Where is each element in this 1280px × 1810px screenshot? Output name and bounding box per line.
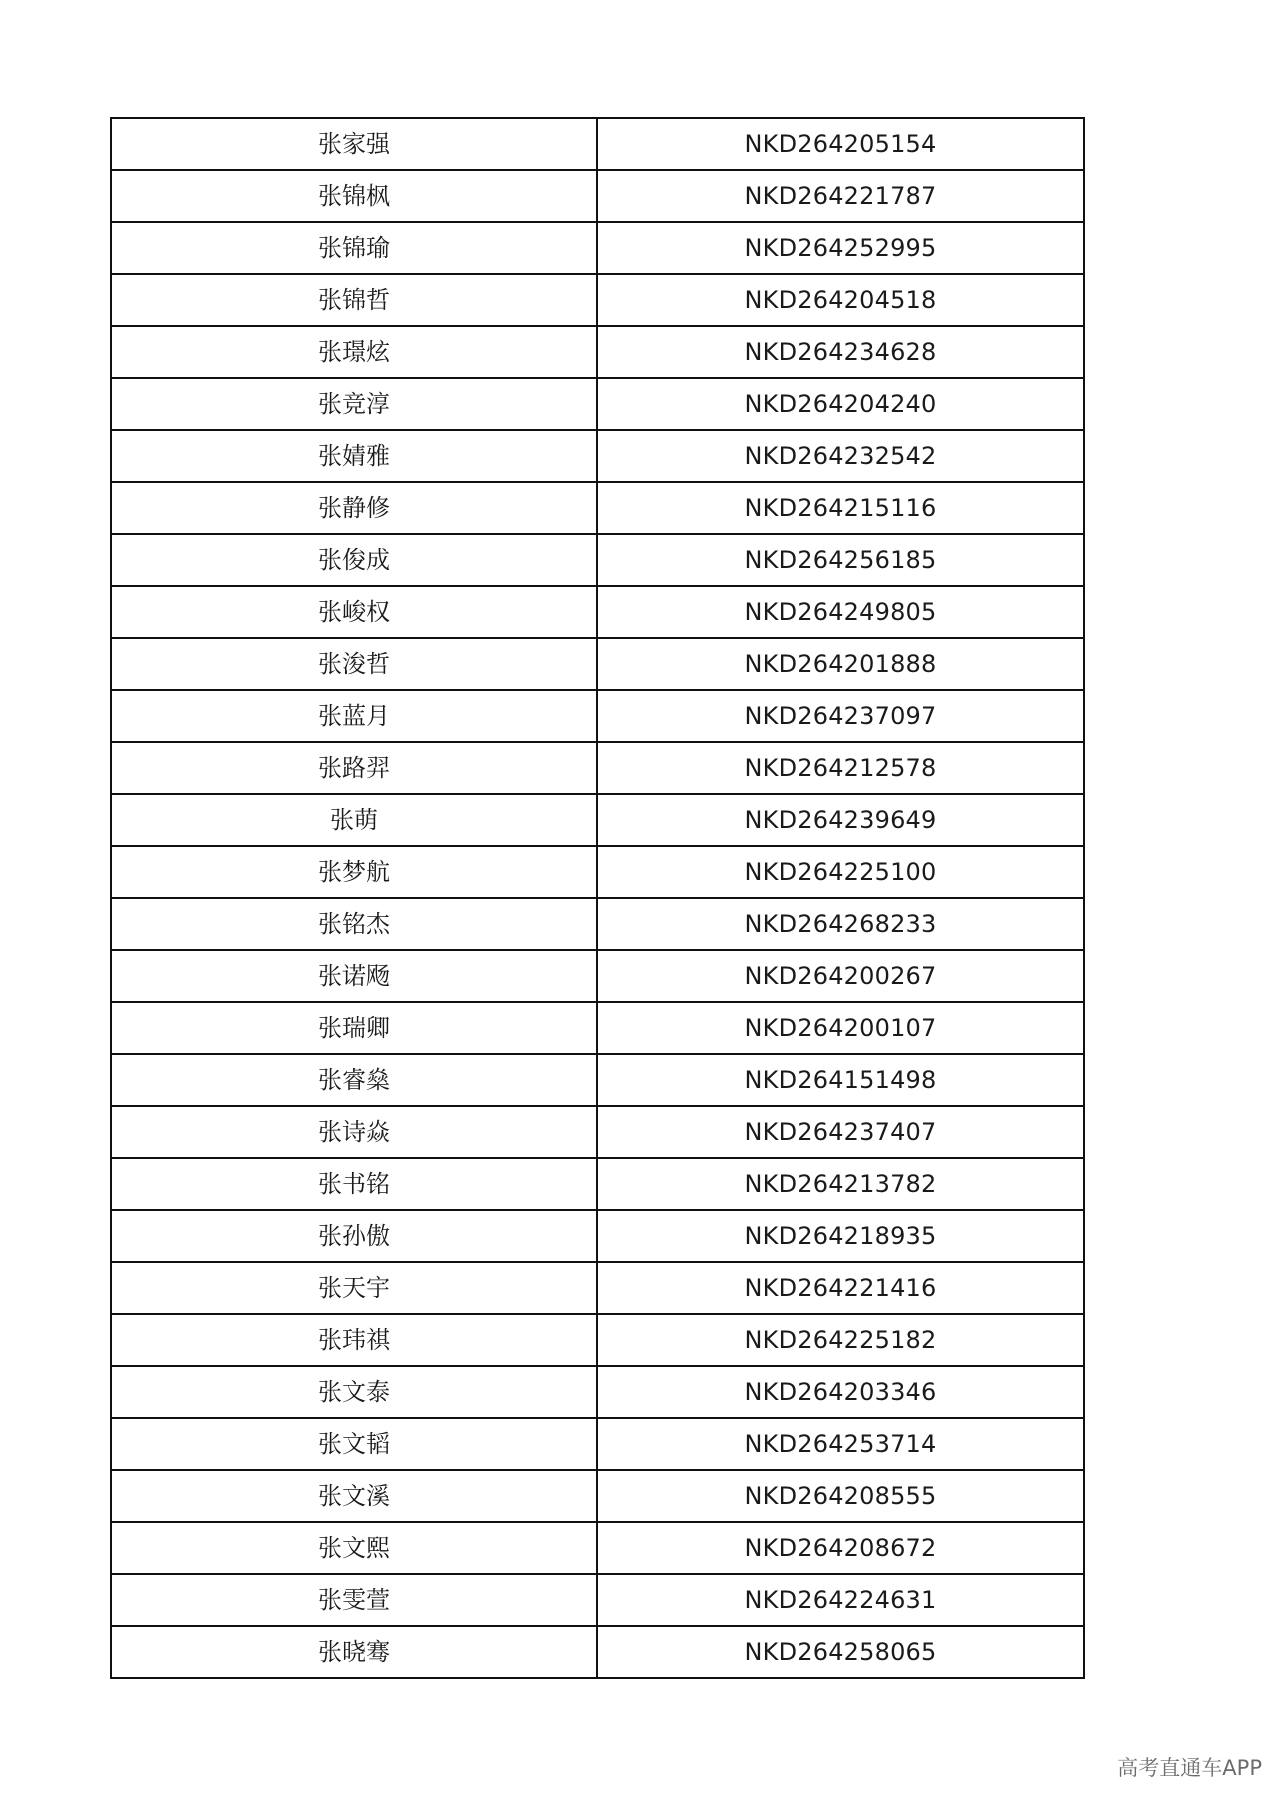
id-cell: NKD264204518	[597, 274, 1084, 326]
name-cell: 张文溪	[111, 1470, 597, 1522]
id-cell: NKD264221787	[597, 170, 1084, 222]
table-row	[111, 1158, 1084, 1210]
table-row	[111, 222, 1084, 274]
table-row	[111, 534, 1084, 586]
name-cell: 张书铭	[111, 1158, 597, 1210]
table-row	[111, 898, 1084, 950]
table-row	[111, 482, 1084, 534]
id-cell: NKD264237097	[597, 690, 1084, 742]
table-row	[111, 1522, 1084, 1574]
id-cell: NKD264252995	[597, 222, 1084, 274]
name-cell: 张雯萱	[111, 1574, 597, 1626]
table-row	[111, 794, 1084, 846]
id-cell: NKD264218935	[597, 1210, 1084, 1262]
table-row	[111, 846, 1084, 898]
table-row	[111, 1262, 1084, 1314]
table-row	[111, 274, 1084, 326]
name-cell: 张家强	[111, 118, 597, 170]
table-row	[111, 430, 1084, 482]
id-cell: NKD264151498	[597, 1054, 1084, 1106]
roster-table-body	[111, 118, 1084, 1678]
id-cell: NKD264232542	[597, 430, 1084, 482]
id-cell: NKD264212578	[597, 742, 1084, 794]
table-row	[111, 742, 1084, 794]
name-cell: 张睿燊	[111, 1054, 597, 1106]
name-cell: 张孙傲	[111, 1210, 597, 1262]
id-cell: NKD264234628	[597, 326, 1084, 378]
table-row	[111, 1210, 1084, 1262]
table-row	[111, 950, 1084, 1002]
name-cell: 张蓝月	[111, 690, 597, 742]
name-cell: 张浚哲	[111, 638, 597, 690]
id-cell: NKD264225182	[597, 1314, 1084, 1366]
name-cell: 张婧雅	[111, 430, 597, 482]
id-cell: NKD264213782	[597, 1158, 1084, 1210]
id-cell: NKD264239649	[597, 794, 1084, 846]
table-row	[111, 1366, 1084, 1418]
table-row	[111, 1002, 1084, 1054]
id-cell: NKD264208672	[597, 1522, 1084, 1574]
id-cell: NKD264224631	[597, 1574, 1084, 1626]
name-cell: 张璟炫	[111, 326, 597, 378]
name-cell: 张路羿	[111, 742, 597, 794]
table-row	[111, 1418, 1084, 1470]
id-cell: NKD264237407	[597, 1106, 1084, 1158]
id-cell: NKD264204240	[597, 378, 1084, 430]
table-row	[111, 1314, 1084, 1366]
name-cell: 张锦瑜	[111, 222, 597, 274]
name-cell: 张文泰	[111, 1366, 597, 1418]
table-row	[111, 1470, 1084, 1522]
table-row	[111, 638, 1084, 690]
table-row	[111, 1106, 1084, 1158]
watermark-text: 高考直通车APP	[1117, 1756, 1262, 1780]
id-cell: NKD264201888	[597, 638, 1084, 690]
id-cell: NKD264203346	[597, 1366, 1084, 1418]
name-cell: 张梦航	[111, 846, 597, 898]
name-cell: 张晓骞	[111, 1626, 597, 1678]
id-cell: NKD264268233	[597, 898, 1084, 950]
table-row	[111, 690, 1084, 742]
name-cell: 张诺飏	[111, 950, 597, 1002]
table-row	[111, 326, 1084, 378]
name-cell: 张玮祺	[111, 1314, 597, 1366]
id-cell: NKD264200267	[597, 950, 1084, 1002]
roster-table	[110, 117, 1085, 1679]
name-cell: 张铭杰	[111, 898, 597, 950]
name-cell: 张锦哲	[111, 274, 597, 326]
table-row	[111, 118, 1084, 170]
name-cell: 张俊成	[111, 534, 597, 586]
name-cell: 张峻权	[111, 586, 597, 638]
name-cell: 张天宇	[111, 1262, 597, 1314]
id-cell: NKD264208555	[597, 1470, 1084, 1522]
id-cell: NKD264221416	[597, 1262, 1084, 1314]
name-cell: 张萌	[111, 794, 597, 846]
name-cell: 张文熙	[111, 1522, 597, 1574]
name-cell: 张锦枫	[111, 170, 597, 222]
id-cell: NKD264256185	[597, 534, 1084, 586]
table-row	[111, 1574, 1084, 1626]
table-row	[111, 170, 1084, 222]
id-cell: NKD264215116	[597, 482, 1084, 534]
id-cell: NKD264205154	[597, 118, 1084, 170]
table-row	[111, 1054, 1084, 1106]
table-row	[111, 378, 1084, 430]
id-cell: NKD264258065	[597, 1626, 1084, 1678]
table-row	[111, 586, 1084, 638]
name-cell: 张竞淳	[111, 378, 597, 430]
table-row	[111, 1626, 1084, 1678]
name-cell: 张静修	[111, 482, 597, 534]
id-cell: NKD264200107	[597, 1002, 1084, 1054]
name-cell: 张文韬	[111, 1418, 597, 1470]
name-cell: 张诗焱	[111, 1106, 597, 1158]
id-cell: NKD264253714	[597, 1418, 1084, 1470]
id-cell: NKD264249805	[597, 586, 1084, 638]
name-cell: 张瑞卿	[111, 1002, 597, 1054]
id-cell: NKD264225100	[597, 846, 1084, 898]
